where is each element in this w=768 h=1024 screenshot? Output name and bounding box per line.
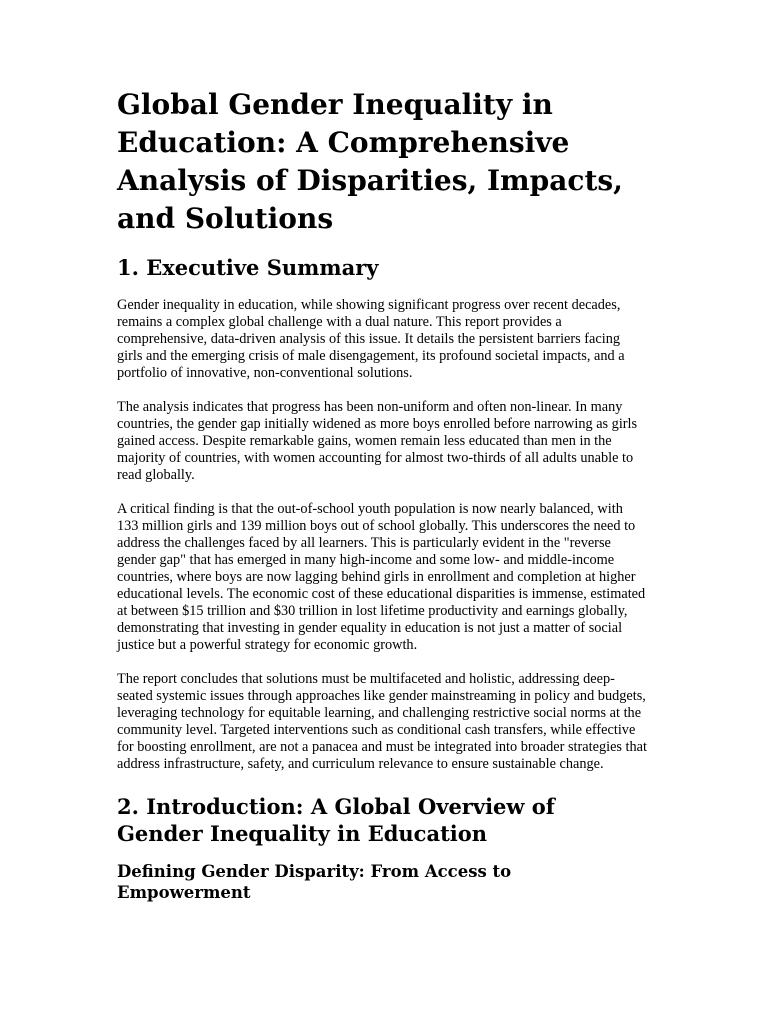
document-page xyxy=(117,86,647,903)
document-title: Global Gender Inequality in Education: A Comprehensive Analysis of Disparities, Impacts, and Solutions xyxy=(117,88,623,235)
section-heading-executive-summary: 1. Executive Summary xyxy=(117,255,379,280)
paragraph: The analysis indicates that progress has been non-uniform and often non-linear. In many countries, the gender gap initially widened as more boys enrolled before narrowing as girls gained access. Despite remarkable gains, women remain less educated than men in the majority of countries, with women accounting for almost two-thirds of all adults unable to read globally. xyxy=(117,399,638,483)
paragraph: Gender inequality in education, while showing significant progress over recent decades, remains a complex global challenge with a dual nature. This report provides a comprehensive, data-driven analysis of this issue. It details the persistent barriers facing girls and the emerging crisis of male disengagement, its profound societal impacts, and a portfolio of innovative, non-conventional solutions. xyxy=(117,297,625,381)
paragraph: A critical finding is that the out-of-school youth population is now nearly balanced, with 133 million girls and 139 million boys out of school globally. This underscores the need to address the challenges faced by all learners. This is particularly evident in the "reverse gender gap" that has emerged in many high-income and some low- and middle-income countries, where boys are now lagging behind girls in enrollment and completion at higher educational levels. The economic cost of these educational disparities is immense, estimated at between $15 trillion and $30 trillion in lost lifetime productivity and earnings globally, demonstrating that investing in gender equality in education is not just a matter of social justice but a powerful strategy for economic growth. xyxy=(117,501,646,653)
section-heading-introduction: 2. Introduction: A Global Overview of Gender Inequality in Education xyxy=(117,794,555,846)
paragraph: The report concludes that solutions must be multifaceted and holistic, addressing deep-seated systemic issues through approaches like gender mainstreaming in policy and budgets, leveraging technology for equitable learning, and challenging restrictive social norms at the community level. Targeted interventions such as conditional cash transfers, while effective for boosting enrollment, are not a panacea and must be integrated into broader strategies that address infrastructure, safety, and curriculum relevance to ensure sustainable change. xyxy=(117,671,647,772)
subsection-heading: Defining Gender Disparity: From Access to Empowerment xyxy=(117,862,512,902)
